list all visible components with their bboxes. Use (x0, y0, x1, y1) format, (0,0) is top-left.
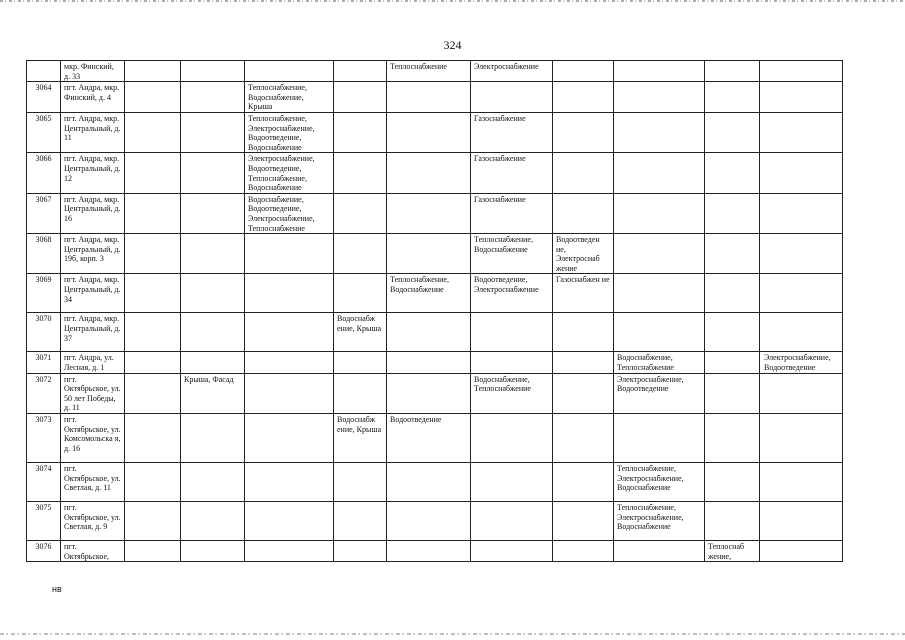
work-type-cell (125, 234, 181, 274)
work-type-cell (760, 82, 843, 113)
footer-note: нв (52, 584, 62, 594)
work-type-cell (334, 112, 387, 152)
work-type-cell (614, 541, 705, 562)
work-type-cell (705, 373, 760, 413)
work-type-cell (705, 193, 760, 233)
work-type-cell (553, 352, 614, 373)
work-type-cell (245, 414, 334, 463)
table-row (27, 414, 843, 463)
work-type-cell: Теплоснабжение, Водоснабжение, Крыша (245, 82, 334, 113)
work-type-cell (553, 541, 614, 562)
table-row (27, 313, 843, 352)
work-type-cell (387, 112, 471, 152)
row-number-cell: 3068 (27, 234, 61, 274)
row-number-cell (27, 61, 61, 82)
work-type-cell (760, 414, 843, 463)
work-type-cell (181, 352, 245, 373)
work-type-cell (125, 414, 181, 463)
work-type-cell (181, 541, 245, 562)
work-type-cell (705, 234, 760, 274)
work-type-cell (334, 61, 387, 82)
work-type-cell: Водоснабжение, Теплоснабжение (614, 352, 705, 373)
work-type-cell (387, 234, 471, 274)
work-type-cell (181, 274, 245, 313)
table-row (27, 463, 843, 502)
table-row (27, 82, 843, 113)
work-type-cell (387, 352, 471, 373)
work-type-cell (614, 153, 705, 193)
address-cell: пгт. Андра, мкр. Финский, д. 4 (61, 82, 125, 113)
work-type-cell (334, 463, 387, 502)
work-type-cell: Электроснабжение, Водоотведение, Теплоснабжение, Водоснабжение (245, 153, 334, 193)
work-type-cell (760, 463, 843, 502)
work-type-cell: Водоотведение, Электроснабжение (471, 274, 553, 313)
row-number-cell: 3069 (27, 274, 61, 313)
address-cell: пгт. Андра, мкр. Центральный, д. 19б, корп. 3 (61, 234, 125, 274)
work-type-cell (125, 541, 181, 562)
work-type-cell (387, 153, 471, 193)
work-type-cell (705, 153, 760, 193)
work-type-cell: Газоснабжение (471, 153, 553, 193)
work-type-cell: Газоснабжен ие (553, 274, 614, 313)
address-cell: пгт. Октябрьское, ул. Комсомольска я, д. 16 (61, 414, 125, 463)
work-type-cell: Электроснабжение, Водоотведение (614, 373, 705, 413)
address-cell: пгт. Андра, мкр. Центральный, д. 12 (61, 153, 125, 193)
address-cell: пгт. Андра, мкр. Центральный, д. 16 (61, 193, 125, 233)
work-type-cell (760, 502, 843, 541)
work-type-cell: Водоснабж ение, Крыша (334, 414, 387, 463)
work-type-cell (334, 193, 387, 233)
work-type-cell (181, 463, 245, 502)
work-type-cell (705, 502, 760, 541)
page-number: 324 (443, 38, 462, 52)
work-type-cell (705, 352, 760, 373)
work-type-cell (760, 153, 843, 193)
table-row (27, 193, 843, 233)
row-number-cell: 3065 (27, 112, 61, 152)
work-type-cell (334, 502, 387, 541)
work-type-cell (334, 352, 387, 373)
work-type-cell (245, 61, 334, 82)
table-row (27, 373, 843, 413)
work-type-cell (245, 352, 334, 373)
work-type-cell (705, 313, 760, 352)
work-type-cell (245, 313, 334, 352)
work-type-cell: Теплоснабжение (387, 61, 471, 82)
table-row (27, 234, 843, 274)
work-type-cell (471, 414, 553, 463)
address-cell: пгт. Андра, мкр. Центральный, д. 34 (61, 274, 125, 313)
work-type-cell (387, 463, 471, 502)
work-type-cell (125, 274, 181, 313)
work-type-cell: Электроснабжение (471, 61, 553, 82)
work-type-cell (387, 502, 471, 541)
address-cell: пгт. Андра, мкр. Центральный, д. 37 (61, 313, 125, 352)
work-type-cell: Водоснабжение, Водоотведение, Электроснабжение, Теплоснабжение (245, 193, 334, 233)
work-type-cell (614, 313, 705, 352)
work-type-cell (125, 373, 181, 413)
work-type-cell: Водоснабжение, Теплоснабжение (471, 373, 553, 413)
work-type-cell (553, 61, 614, 82)
work-type-cell (387, 82, 471, 113)
scan-edge-bottom (0, 633, 905, 635)
work-type-cell: Водоотведение (387, 414, 471, 463)
table-row (27, 274, 843, 313)
row-number-cell: 3071 (27, 352, 61, 373)
work-type-cell (181, 112, 245, 152)
work-type-cell (760, 373, 843, 413)
work-type-cell (181, 313, 245, 352)
work-type-cell (614, 82, 705, 113)
row-number-cell: 3074 (27, 463, 61, 502)
work-type-cell (553, 193, 614, 233)
work-type-cell: Теплоснабжение, Электроснабжение, Водоснабжение (614, 463, 705, 502)
address-cell: пгт. Октябрьское, ул. 50 лет Победы, д. 11 (61, 373, 125, 413)
work-type-cell (553, 153, 614, 193)
address-cell: пгт. Октябрьское, (61, 541, 125, 562)
work-type-cell (705, 112, 760, 152)
work-type-cell (614, 112, 705, 152)
work-type-cell (614, 414, 705, 463)
work-type-cell (125, 61, 181, 82)
work-type-cell (705, 414, 760, 463)
work-type-cell (245, 541, 334, 562)
work-type-cell (125, 82, 181, 113)
work-type-cell: Теплоснабжение, Электроснабжение, Водоснабжение (614, 502, 705, 541)
work-type-cell (553, 463, 614, 502)
work-type-cell (245, 373, 334, 413)
table-row (27, 502, 843, 541)
work-type-cell (181, 193, 245, 233)
row-number-cell: 3075 (27, 502, 61, 541)
work-type-cell (387, 373, 471, 413)
address-cell: пгт. Октябрьское, ул. Светлая, д. 9 (61, 502, 125, 541)
table-row (27, 541, 843, 562)
work-type-cell (705, 82, 760, 113)
work-type-cell (705, 274, 760, 313)
work-type-cell (760, 313, 843, 352)
work-type-cell (760, 541, 843, 562)
work-type-cell (181, 153, 245, 193)
work-type-cell: Водоснабж ение, Крыша (334, 313, 387, 352)
work-type-cell (125, 193, 181, 233)
work-type-cell (125, 463, 181, 502)
work-type-cell (471, 463, 553, 502)
work-type-cell (614, 193, 705, 233)
work-type-cell (760, 274, 843, 313)
row-number-cell: 3064 (27, 82, 61, 113)
address-cell: пгт. Октябрьское, ул. Светлая, д. 11 (61, 463, 125, 502)
work-type-cell (471, 82, 553, 113)
work-type-cell (471, 541, 553, 562)
work-type-cell (245, 274, 334, 313)
work-type-cell (760, 112, 843, 152)
work-type-cell (125, 313, 181, 352)
row-number-cell: 3076 (27, 541, 61, 562)
work-type-cell (125, 153, 181, 193)
work-type-cell (125, 112, 181, 152)
work-type-cell (181, 502, 245, 541)
work-type-cell (471, 313, 553, 352)
table-row (27, 61, 843, 82)
row-number-cell: 3066 (27, 153, 61, 193)
work-type-cell (334, 373, 387, 413)
work-type-cell: Электроснабжение, Водоотведение (760, 352, 843, 373)
address-cell: мкр. Финский, д. 33 (61, 61, 125, 82)
table-row (27, 153, 843, 193)
work-type-cell (553, 373, 614, 413)
work-type-cell (387, 313, 471, 352)
work-type-cell (334, 234, 387, 274)
work-type-cell: Теплоснабжение, Водоснабжение (471, 234, 553, 274)
work-type-cell (125, 502, 181, 541)
work-type-cell (334, 153, 387, 193)
work-type-cell (245, 463, 334, 502)
row-number-cell: 3067 (27, 193, 61, 233)
work-type-cell (705, 463, 760, 502)
address-cell: пгт. Андра, ул. Лесная, д. 1 (61, 352, 125, 373)
work-type-cell (387, 541, 471, 562)
work-type-cell (614, 234, 705, 274)
table-row (27, 112, 843, 152)
work-type-cell: Газоснабжение (471, 112, 553, 152)
work-type-cell: Крыша, Фасад (181, 373, 245, 413)
work-type-cell (553, 82, 614, 113)
work-type-cell (760, 61, 843, 82)
row-number-cell: 3073 (27, 414, 61, 463)
work-type-cell (471, 352, 553, 373)
work-type-cell: Водоотведен ие, Электросиаб жение (553, 234, 614, 274)
work-type-cell (334, 82, 387, 113)
work-type-cell (553, 502, 614, 541)
work-type-cell (553, 313, 614, 352)
row-number-cell: 3072 (27, 373, 61, 413)
work-type-cell (760, 234, 843, 274)
scan-edge-top (0, 0, 905, 2)
work-type-cell (553, 414, 614, 463)
work-type-cell (125, 352, 181, 373)
work-type-cell: Теплоснабжение, Электроснабжение, Водоотведение, Водоснабжение (245, 112, 334, 152)
work-type-cell (553, 112, 614, 152)
work-type-cell (387, 193, 471, 233)
work-type-cell (334, 541, 387, 562)
row-number-cell: 3070 (27, 313, 61, 352)
work-type-cell (334, 274, 387, 313)
work-type-cell: Теплоснабжение, Водоснабжение (387, 274, 471, 313)
work-type-cell: Теплоснаб жение, (705, 541, 760, 562)
work-type-cell (181, 61, 245, 82)
work-type-cell: Газоснабжение (471, 193, 553, 233)
address-cell: пгт. Андра, мкр. Центральный, д. 11 (61, 112, 125, 152)
work-type-cell (705, 61, 760, 82)
work-type-cell (760, 193, 843, 233)
repair-schedule-table (26, 60, 843, 562)
table-row (27, 352, 843, 373)
work-type-cell (181, 414, 245, 463)
work-type-cell (181, 234, 245, 274)
work-type-cell (471, 502, 553, 541)
work-type-cell (614, 274, 705, 313)
work-type-cell (614, 61, 705, 82)
work-type-cell (245, 502, 334, 541)
work-type-cell (245, 234, 334, 274)
work-type-cell (181, 82, 245, 113)
